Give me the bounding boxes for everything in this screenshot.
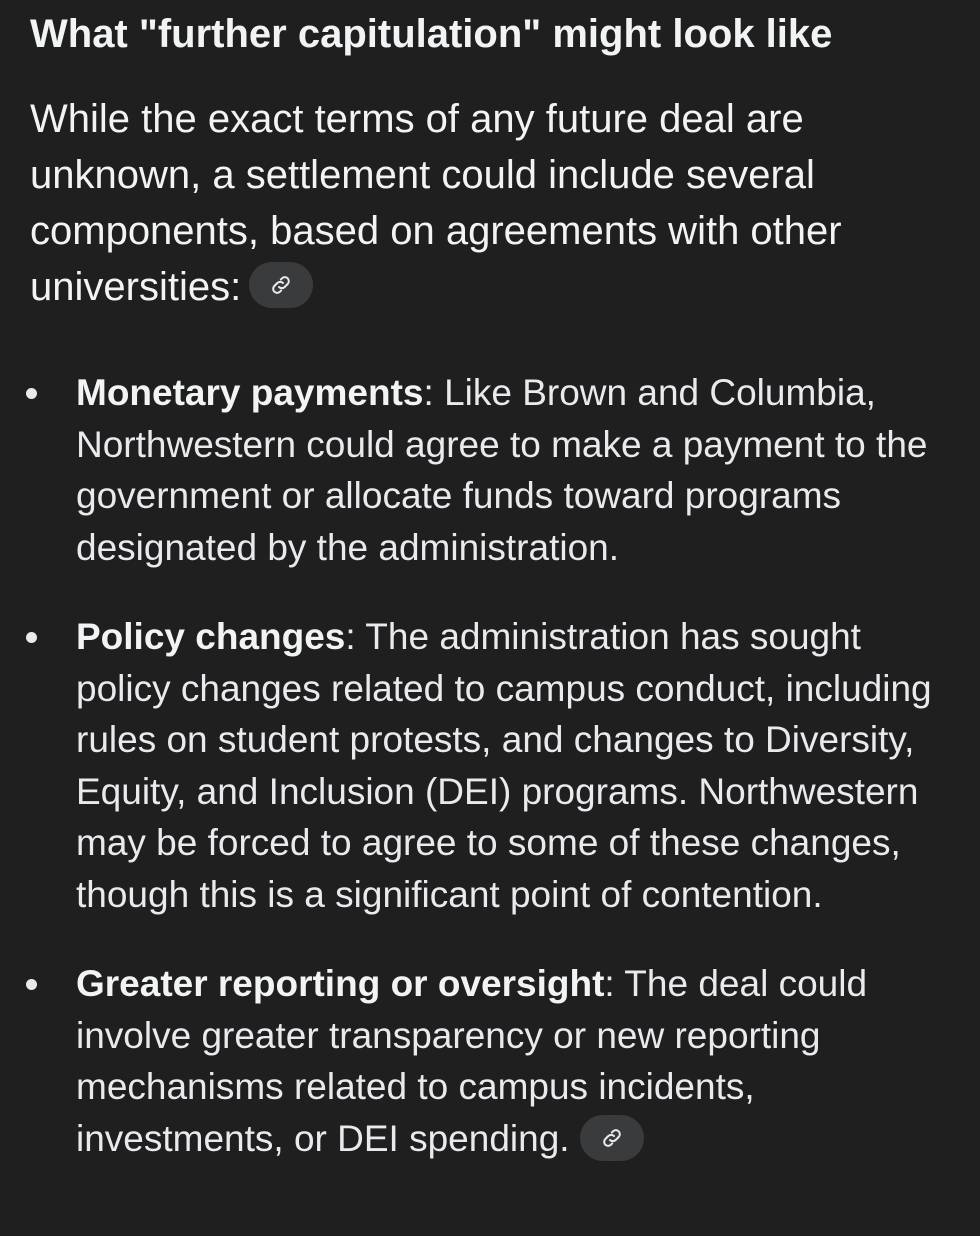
item-separator: : xyxy=(423,372,445,413)
item-term: Policy changes xyxy=(76,616,346,657)
intro-paragraph xyxy=(30,91,950,315)
section-heading: What "further capitulation" might look like xyxy=(30,12,833,56)
item-separator: : xyxy=(345,616,366,657)
source-link-chip[interactable] xyxy=(249,262,313,308)
bullet-dot xyxy=(26,979,37,990)
list-item xyxy=(30,367,950,573)
item-term: Greater reporting or oversight xyxy=(76,963,605,1004)
list-item xyxy=(30,958,950,1164)
item-text: The administration has sought policy changes related to campus conduct, including rules on student protests, and changes to Diversity, Equity, and Inclusion (DEI) programs. Northwestern may be forced to agree to some of these changes, though this is a significant point of contention. xyxy=(76,616,932,915)
bullet-list xyxy=(30,367,950,1164)
bullet-dot xyxy=(26,632,37,643)
intro-text: While the exact terms of any future deal are unknown, a settlement could include several components, based on agreements with other universities: xyxy=(30,97,842,309)
link-icon xyxy=(269,273,293,297)
item-separator: : xyxy=(604,963,625,1004)
item-term: Monetary payments xyxy=(76,372,424,413)
source-link-chip[interactable] xyxy=(580,1115,644,1161)
item-text: Like Brown and Columbia, Northwestern could agree to make a payment to the government or allocate funds toward programs designated by the administration. xyxy=(76,372,928,568)
item-text: The deal could involve greater transparency or new reporting mechanisms related to campus incidents, investments, or DEI spending. xyxy=(76,963,868,1159)
list-item xyxy=(30,611,950,920)
link-icon xyxy=(600,1126,624,1150)
bullet-dot xyxy=(26,388,37,399)
